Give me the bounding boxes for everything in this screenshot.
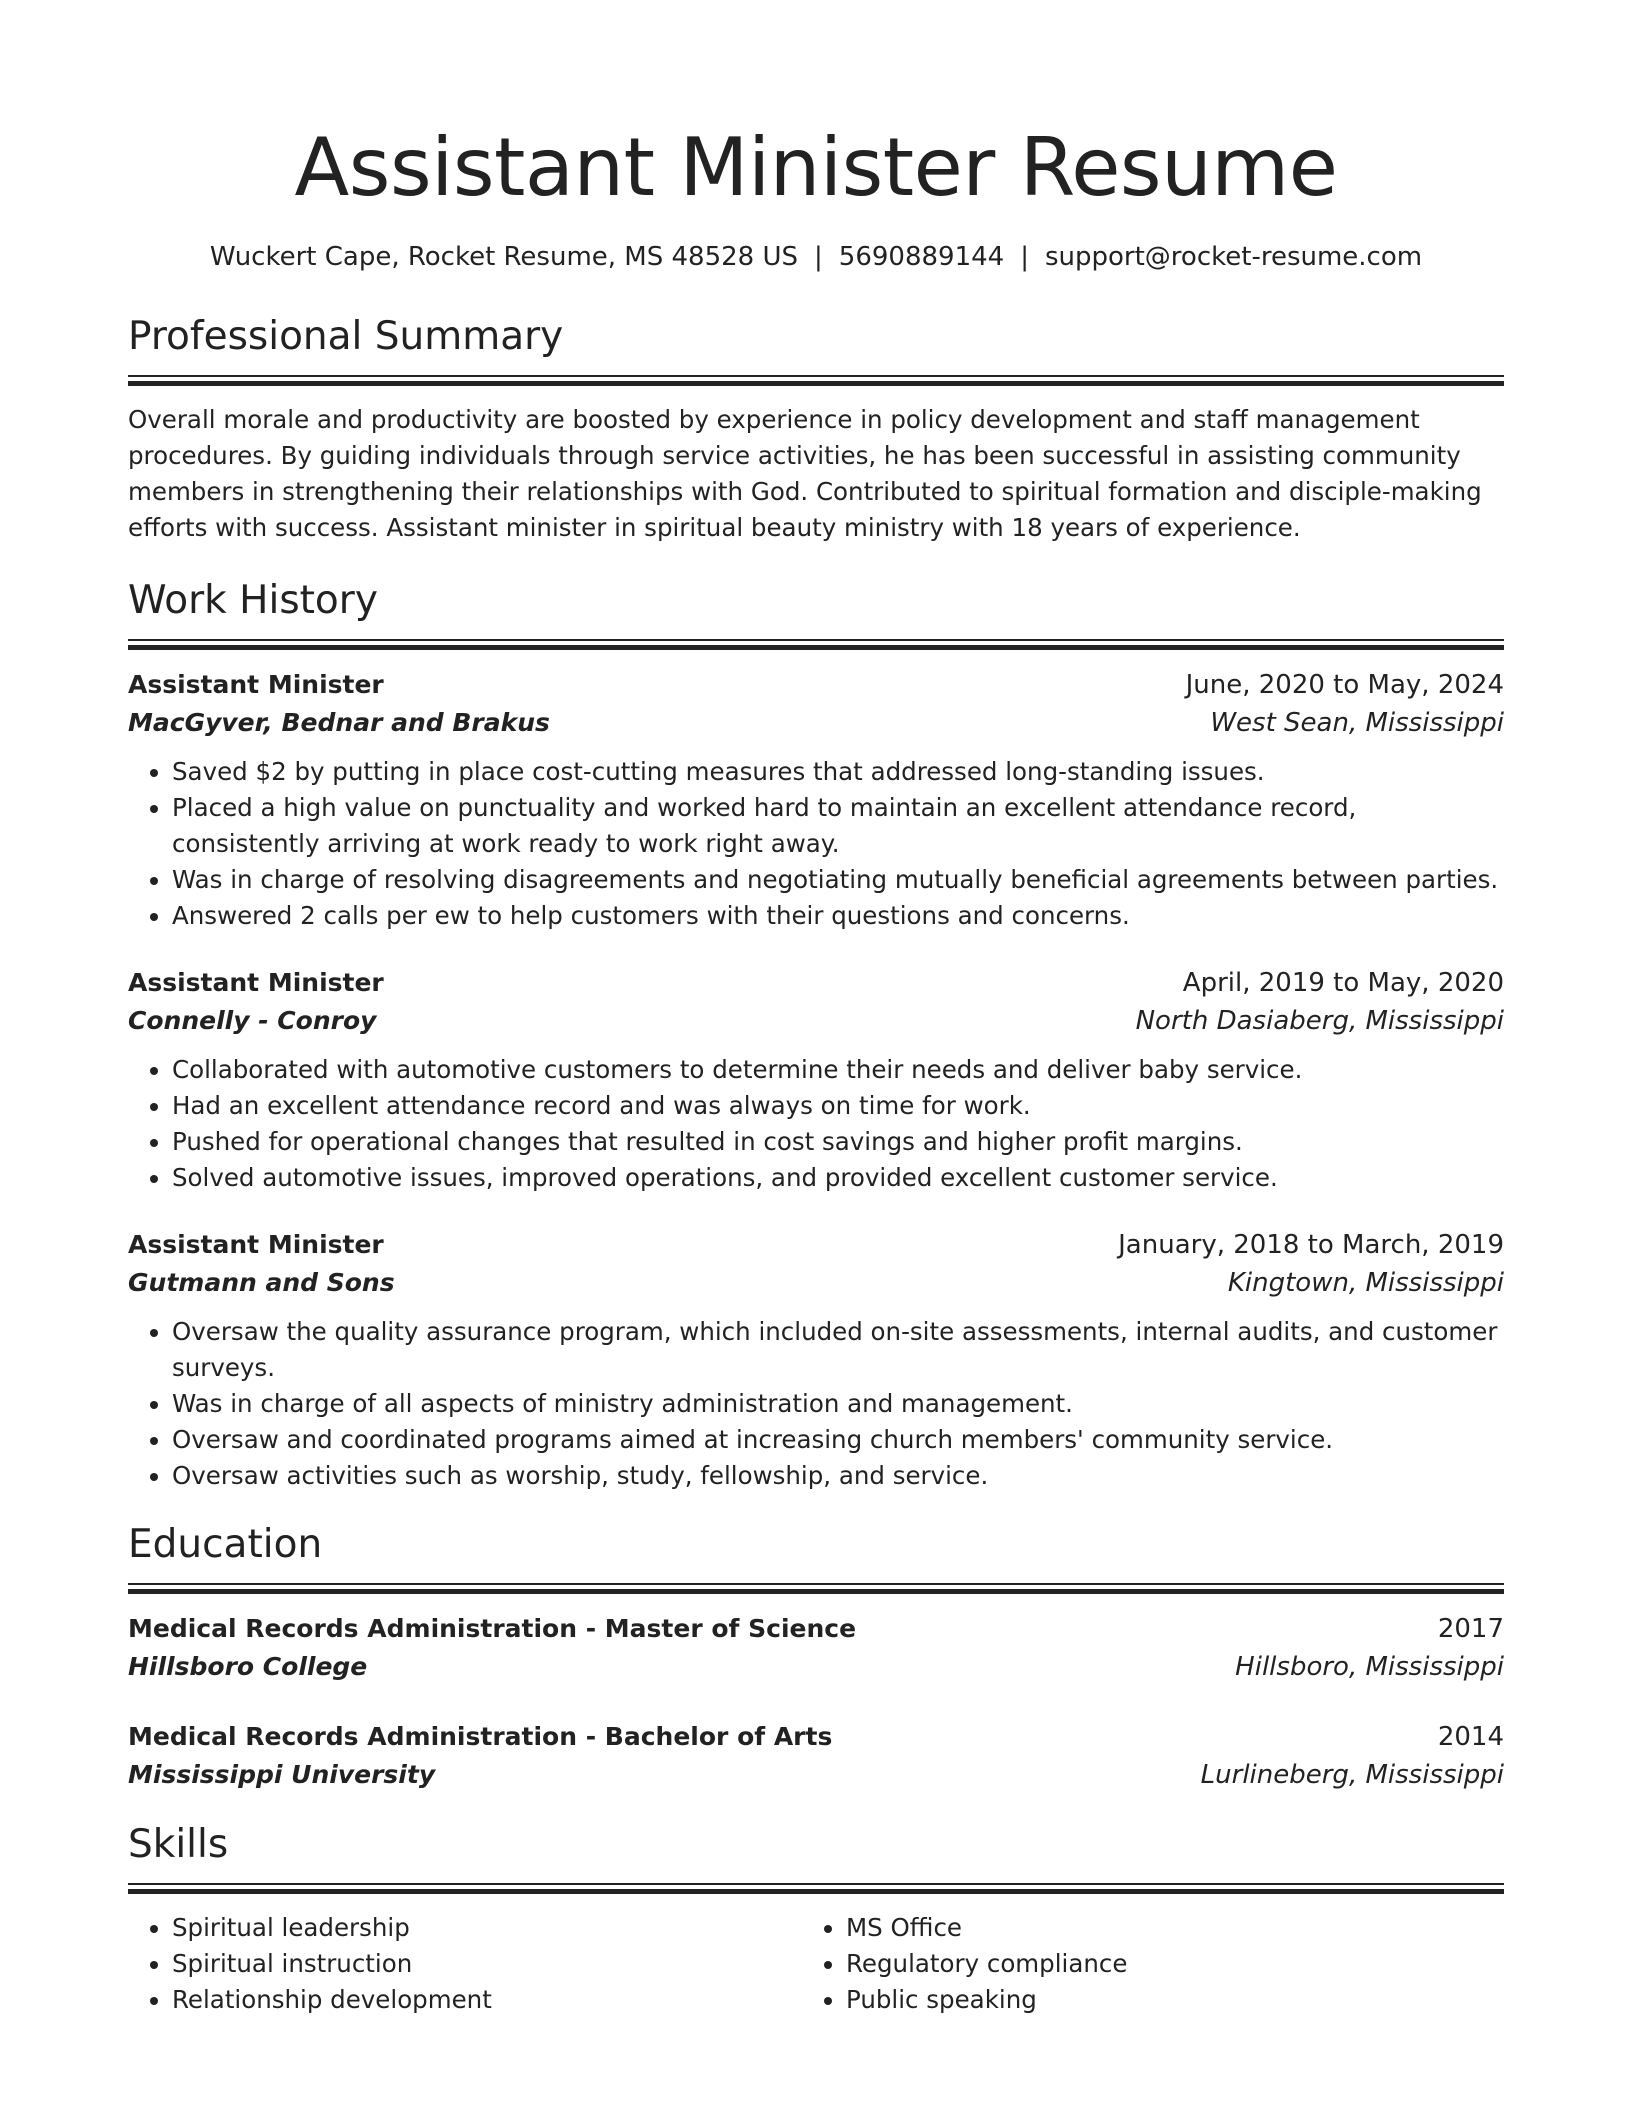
education-heading: Education [128,1522,323,1567]
list-item: • Public speaking [846,1982,1476,2018]
list-item: • MS Office [846,1910,1476,1946]
education-section [128,1520,1504,1794]
education-location: Hillsboro, Mississippi [1235,1652,1504,1682]
education-year: 2017 [1437,1614,1504,1644]
job-dates: June, 2020 to May, 2024 [1185,670,1504,700]
job-location: Kingtown, Mississippi [1227,1268,1504,1298]
list-item: • Oversaw and coordinated programs aimed at increasing church members' community service. [172,1422,1504,1458]
list-item: • Oversaw activities such as worship, study, fellowship, and service. [172,1458,1504,1494]
job-company: Gutmann and Sons [128,1268,395,1297]
list-item: • Collaborated with automotive customers to determine their needs and deliver baby service. [172,1052,1504,1088]
education-degree: Medical Records Administration - Master of Science [128,1614,857,1643]
education-school-row [128,1648,1504,1686]
section-divider [128,639,1504,650]
list-item: • Pushed for operational changes that resulted in cost savings and higher profit margins. [172,1124,1504,1160]
contact-email: support@rocket-resume.com [1044,242,1423,272]
job-company: MacGyver, Bednar and Brakus [128,708,550,737]
skills-list-left [128,1910,802,2018]
summary-text: Overall morale and productivity are boosted by experience in policy development and staff management procedures. By guiding individuals through service activities, he has been successful in assisting community members in strengthening their relationships with God. Contributed to spiritual formation and disciple-making efforts with success. Assistant minister in spiritual beauty ministry with 18 years of experience. [128,405,1482,542]
job-location: West Sean, Mississippi [1210,708,1504,738]
job-header-row [128,964,1504,1002]
list-item: • Relationship development [172,1982,802,2018]
list-item: • Was in charge of all aspects of ministry administration and management. [172,1386,1504,1422]
job-location: North Dasiaberg, Mississippi [1135,1006,1504,1036]
education-header-row [128,1718,1504,1756]
contact-separator: | [814,242,823,272]
job-bullets [128,1052,1504,1196]
list-item: • Oversaw the quality assurance program, which included on-site assessments, internal audits, and customer surveys. [172,1314,1504,1386]
skills-columns [128,1910,1504,2018]
section-divider [128,1883,1504,1894]
education-entry [128,1718,1504,1794]
education-school: Hillsboro College [128,1652,368,1681]
job-company-row [128,1264,1504,1302]
education-entry [128,1610,1504,1686]
contact-line [128,240,1504,274]
summary-section [128,312,1504,546]
list-item: • Was in charge of resolving disagreements and negotiating mutually beneficial agreements between parties. [172,862,1504,898]
job-bullets [128,1314,1504,1494]
list-item: • Spiritual leadership [172,1910,802,1946]
skills-list-right [802,1910,1476,2018]
list-item: • Solved automotive issues, improved operations, and provided excellent customer service. [172,1160,1504,1196]
job-company-row [128,704,1504,742]
work-history-section [128,576,1504,1494]
skills-heading: Skills [128,1822,229,1867]
job-dates: April, 2019 to May, 2020 [1182,968,1504,998]
job-company: Connelly - Conroy [128,1006,377,1035]
list-item: • Saved $2 by putting in place cost-cutting measures that addressed long-standing issues. [172,754,1504,790]
skills-section [128,1820,1504,2018]
list-item: • Had an excellent attendance record and was always on time for work. [172,1088,1504,1124]
education-school: Mississippi University [128,1760,436,1789]
job-bullets [128,754,1504,934]
job-company-row [128,1002,1504,1040]
job-dates: January, 2018 to March, 2019 [1118,1230,1504,1260]
list-item: • Spiritual instruction [172,1946,802,1982]
job-entry [128,964,1504,1196]
job-header-row [128,666,1504,704]
job-entry [128,666,1504,934]
job-role: Assistant Minister [128,670,384,699]
job-entry [128,1226,1504,1494]
section-divider [128,375,1504,386]
job-role: Assistant Minister [128,968,384,997]
resume-title: Assistant Minister Resume [294,121,1338,214]
education-year: 2014 [1437,1722,1504,1752]
job-header-row [128,1226,1504,1264]
education-school-row [128,1756,1504,1794]
contact-phone: 5690889144 [838,242,1005,272]
job-role: Assistant Minister [128,1230,384,1259]
contact-separator: | [1020,242,1029,272]
contact-address: Wuckert Cape, Rocket Resume, MS 48528 US [209,242,799,272]
education-location: Lurlineberg, Mississippi [1200,1760,1504,1790]
work-history-heading: Work History [128,578,378,623]
list-item: • Answered 2 calls per ew to help customers with their questions and concerns. [172,898,1504,934]
section-divider [128,1583,1504,1594]
list-item: • Regulatory compliance [846,1946,1476,1982]
education-degree: Medical Records Administration - Bachelor of Arts [128,1722,833,1751]
summary-heading: Professional Summary [128,314,564,359]
education-header-row [128,1610,1504,1648]
list-item: • Placed a high value on punctuality and worked hard to maintain an excellent attendance record, consistently arriving at work ready to work right away. [172,790,1504,862]
